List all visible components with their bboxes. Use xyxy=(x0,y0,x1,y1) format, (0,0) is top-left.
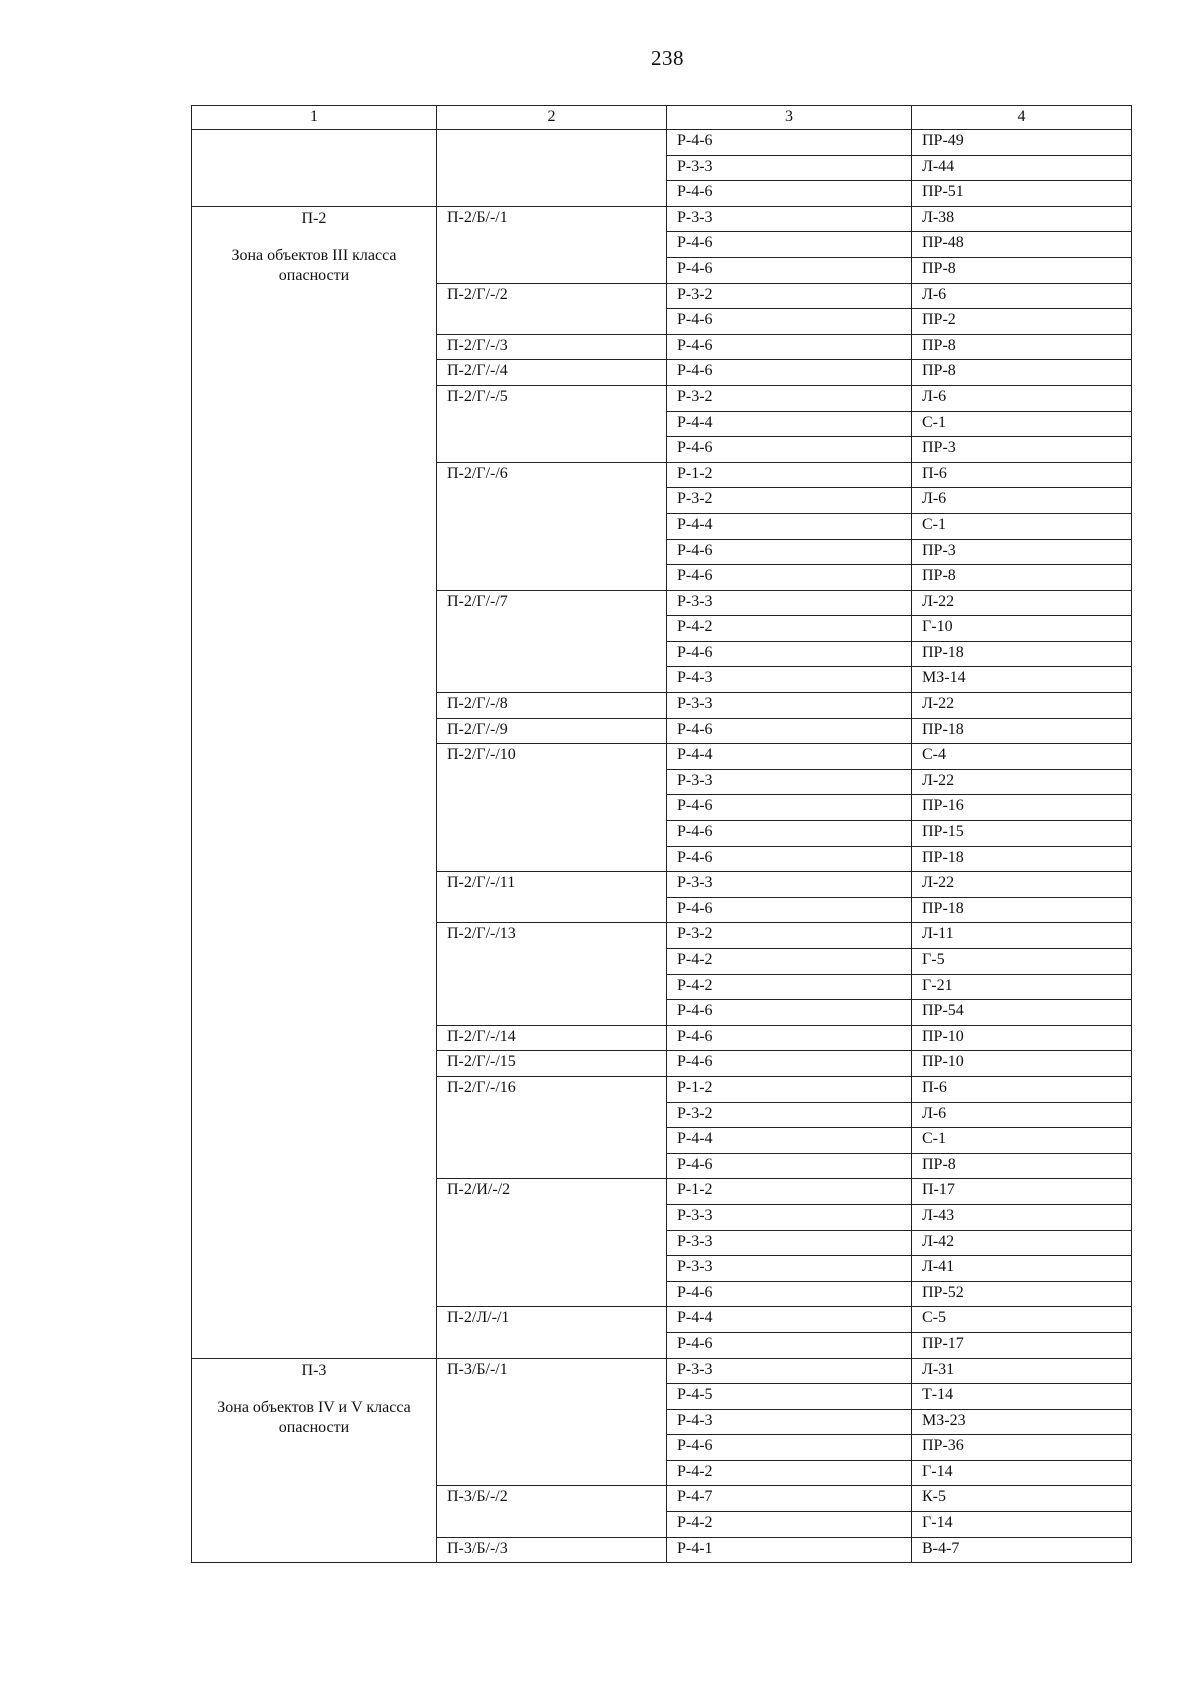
reference-code: МЗ-14 xyxy=(912,667,1132,693)
group-id: П-2/И/-/2 xyxy=(437,1179,667,1307)
regulation-code: Р-4-6 xyxy=(667,1153,912,1179)
zone-cell xyxy=(192,206,437,1358)
reference-code: ПР-54 xyxy=(912,1000,1132,1026)
regulation-code: Р-1-2 xyxy=(667,1179,912,1205)
reference-code: Л-41 xyxy=(912,1256,1132,1282)
regulation-code: Р-4-6 xyxy=(667,1332,912,1358)
regulation-code: Р-4-6 xyxy=(667,718,912,744)
regulation-code: Р-4-2 xyxy=(667,949,912,975)
group-id: П-2/Л/-/1 xyxy=(437,1307,667,1358)
reference-code: ПР-8 xyxy=(912,360,1132,386)
regulation-code: Р-4-6 xyxy=(667,641,912,667)
reference-code: Л-38 xyxy=(912,206,1132,232)
regulation-code: Р-3-3 xyxy=(667,872,912,898)
regulation-code: Р-4-4 xyxy=(667,744,912,770)
reference-code: С-1 xyxy=(912,513,1132,539)
reference-code: С-5 xyxy=(912,1307,1132,1333)
regulation-code: Р-4-6 xyxy=(667,1051,912,1077)
group-id: П-3/Б/-/2 xyxy=(437,1486,667,1537)
group-id: П-2/Г/-/9 xyxy=(437,718,667,744)
regulation-code: Р-4-4 xyxy=(667,1128,912,1154)
column-header-1: 1 xyxy=(192,106,437,130)
reference-code: К-5 xyxy=(912,1486,1132,1512)
regulation-code: Р-3-2 xyxy=(667,385,912,411)
regulation-code: Р-3-2 xyxy=(667,283,912,309)
regulation-code: Р-4-4 xyxy=(667,1307,912,1333)
regulation-code: Р-3-3 xyxy=(667,769,912,795)
group-id: П-2/Г/-/3 xyxy=(437,334,667,360)
regulation-code: Р-3-3 xyxy=(667,590,912,616)
group-id: П-2/Г/-/14 xyxy=(437,1025,667,1051)
group-id: П-2/Г/-/5 xyxy=(437,385,667,462)
reference-code: МЗ-23 xyxy=(912,1409,1132,1435)
reference-code: ПР-2 xyxy=(912,309,1132,335)
regulation-code: Р-4-7 xyxy=(667,1486,912,1512)
group-id: П-2/Г/-/6 xyxy=(437,462,667,590)
reference-code: Л-6 xyxy=(912,488,1132,514)
group-id: П-2/Г/-/8 xyxy=(437,693,667,719)
table-row xyxy=(192,130,1132,156)
regulation-code: Р-4-6 xyxy=(667,897,912,923)
reference-code: ПР-18 xyxy=(912,846,1132,872)
regulation-code: Р-3-2 xyxy=(667,1102,912,1128)
regulation-code: Р-3-3 xyxy=(667,155,912,181)
reference-code: Г-5 xyxy=(912,949,1132,975)
reference-code: Л-22 xyxy=(912,769,1132,795)
group-id: П-2/Г/-/4 xyxy=(437,360,667,386)
reference-code: ПР-51 xyxy=(912,181,1132,207)
page-number: 238 xyxy=(651,46,684,70)
reference-code: ПР-8 xyxy=(912,257,1132,283)
reference-code: ПР-18 xyxy=(912,718,1132,744)
group-cell-continued xyxy=(437,130,667,207)
group-id: П-2/Г/-/11 xyxy=(437,872,667,923)
regulation-code: Р-1-2 xyxy=(667,462,912,488)
regulation-code: Р-4-5 xyxy=(667,1384,912,1410)
reference-code: Л-31 xyxy=(912,1358,1132,1384)
reference-code: ПР-18 xyxy=(912,641,1132,667)
regulation-code: Р-4-3 xyxy=(667,1409,912,1435)
reference-code: П-6 xyxy=(912,462,1132,488)
group-id: П-2/Г/-/10 xyxy=(437,744,667,872)
regulation-code: Р-3-3 xyxy=(667,206,912,232)
zone-code: П-3 xyxy=(301,1361,327,1379)
column-header-2: 2 xyxy=(437,106,667,130)
reference-code: Л-6 xyxy=(912,283,1132,309)
table-row xyxy=(192,206,1132,232)
regulation-code: Р-4-6 xyxy=(667,1281,912,1307)
reference-code: ПР-18 xyxy=(912,897,1132,923)
reference-code: Л-44 xyxy=(912,155,1132,181)
regulation-code: Р-4-4 xyxy=(667,411,912,437)
reference-code: В-4-7 xyxy=(912,1537,1132,1563)
reference-code: ПР-16 xyxy=(912,795,1132,821)
group-id: П-3/Б/-/1 xyxy=(437,1358,667,1486)
reference-code: П-6 xyxy=(912,1076,1132,1102)
reference-code: Л-43 xyxy=(912,1204,1132,1230)
regulation-code: Р-4-2 xyxy=(667,974,912,1000)
regulation-code: Р-4-6 xyxy=(667,539,912,565)
regulation-code: Р-4-6 xyxy=(667,795,912,821)
header-row xyxy=(192,106,1132,130)
reference-code: Л-22 xyxy=(912,590,1132,616)
regulation-code: Р-3-3 xyxy=(667,1230,912,1256)
zone-code: П-2 xyxy=(301,209,327,227)
regulation-code: Р-4-6 xyxy=(667,232,912,258)
regulation-code: Р-4-6 xyxy=(667,334,912,360)
reference-code: С-1 xyxy=(912,1128,1132,1154)
reference-code: Л-6 xyxy=(912,1102,1132,1128)
reference-code: Л-42 xyxy=(912,1230,1132,1256)
reference-code: ПР-48 xyxy=(912,232,1132,258)
reference-code: ПР-10 xyxy=(912,1025,1132,1051)
group-id: П-3/Б/-/3 xyxy=(437,1537,667,1563)
reference-code: ПР-49 xyxy=(912,130,1132,156)
reference-code: Г-21 xyxy=(912,974,1132,1000)
regulation-code: Р-3-2 xyxy=(667,488,912,514)
group-id: П-2/Г/-/7 xyxy=(437,590,667,692)
regulation-code: Р-4-6 xyxy=(667,821,912,847)
regulation-code: Р-4-6 xyxy=(667,360,912,386)
reference-code: Л-22 xyxy=(912,693,1132,719)
reference-code: ПР-17 xyxy=(912,1332,1132,1358)
reference-code: ПР-52 xyxy=(912,1281,1132,1307)
regulation-code: Р-4-6 xyxy=(667,257,912,283)
regulation-code: Р-4-6 xyxy=(667,1435,912,1461)
reference-code: Л-6 xyxy=(912,385,1132,411)
group-id: П-2/Г/-/13 xyxy=(437,923,667,1025)
reference-code: С-1 xyxy=(912,411,1132,437)
regulation-code: Р-4-1 xyxy=(667,1537,912,1563)
zone-cell xyxy=(192,1358,437,1563)
regulation-code: Р-3-3 xyxy=(667,1358,912,1384)
reference-code: Л-11 xyxy=(912,923,1132,949)
zone-name: Зона объектов IV и V класса опасности xyxy=(217,1398,411,1436)
regulation-code: Р-4-6 xyxy=(667,309,912,335)
reference-code: ПР-3 xyxy=(912,539,1132,565)
regulation-code: Р-4-2 xyxy=(667,616,912,642)
group-id: П-2/Г/-/16 xyxy=(437,1076,667,1178)
reference-code: Г-10 xyxy=(912,616,1132,642)
table-header xyxy=(192,106,1132,130)
group-id: П-2/Г/-/15 xyxy=(437,1051,667,1077)
reference-code: Т-14 xyxy=(912,1384,1132,1410)
reference-code: С-4 xyxy=(912,744,1132,770)
regulation-code: Р-4-6 xyxy=(667,437,912,463)
group-id: П-2/Б/-/1 xyxy=(437,206,667,283)
reference-code: ПР-8 xyxy=(912,334,1132,360)
reference-code: Г-14 xyxy=(912,1512,1132,1538)
regulation-code: Р-3-3 xyxy=(667,1256,912,1282)
reference-code: Л-22 xyxy=(912,872,1132,898)
table-row xyxy=(192,1358,1132,1384)
group-id: П-2/Г/-/2 xyxy=(437,283,667,334)
regulation-code: Р-4-6 xyxy=(667,565,912,591)
regulation-code: Р-4-6 xyxy=(667,181,912,207)
zone-name: Зона объектов III класса опасности xyxy=(231,246,397,284)
reference-code: ПР-3 xyxy=(912,437,1132,463)
regulation-code: Р-4-6 xyxy=(667,130,912,156)
zone-cell-continued xyxy=(192,130,437,207)
column-header-4: 4 xyxy=(912,106,1132,130)
regulation-code: Р-3-2 xyxy=(667,923,912,949)
reference-code: ПР-8 xyxy=(912,565,1132,591)
reference-code: ПР-8 xyxy=(912,1153,1132,1179)
column-header-3: 3 xyxy=(667,106,912,130)
regulation-code: Р-4-2 xyxy=(667,1460,912,1486)
reference-code: ПР-15 xyxy=(912,821,1132,847)
regulation-code: Р-4-6 xyxy=(667,1000,912,1026)
regulation-code: Р-4-6 xyxy=(667,1025,912,1051)
regulation-code: Р-4-2 xyxy=(667,1512,912,1538)
reference-code: ПР-10 xyxy=(912,1051,1132,1077)
regulation-code: Р-4-3 xyxy=(667,667,912,693)
regulation-code: Р-3-3 xyxy=(667,1204,912,1230)
regulation-code: Р-3-3 xyxy=(667,693,912,719)
regulation-code: Р-4-6 xyxy=(667,846,912,872)
regulation-table xyxy=(191,105,1132,1563)
reference-code: Г-14 xyxy=(912,1460,1132,1486)
reference-code: П-17 xyxy=(912,1179,1132,1205)
reference-code: ПР-36 xyxy=(912,1435,1132,1461)
regulation-code: Р-1-2 xyxy=(667,1076,912,1102)
table-body xyxy=(192,130,1132,1563)
regulation-code: Р-4-4 xyxy=(667,513,912,539)
